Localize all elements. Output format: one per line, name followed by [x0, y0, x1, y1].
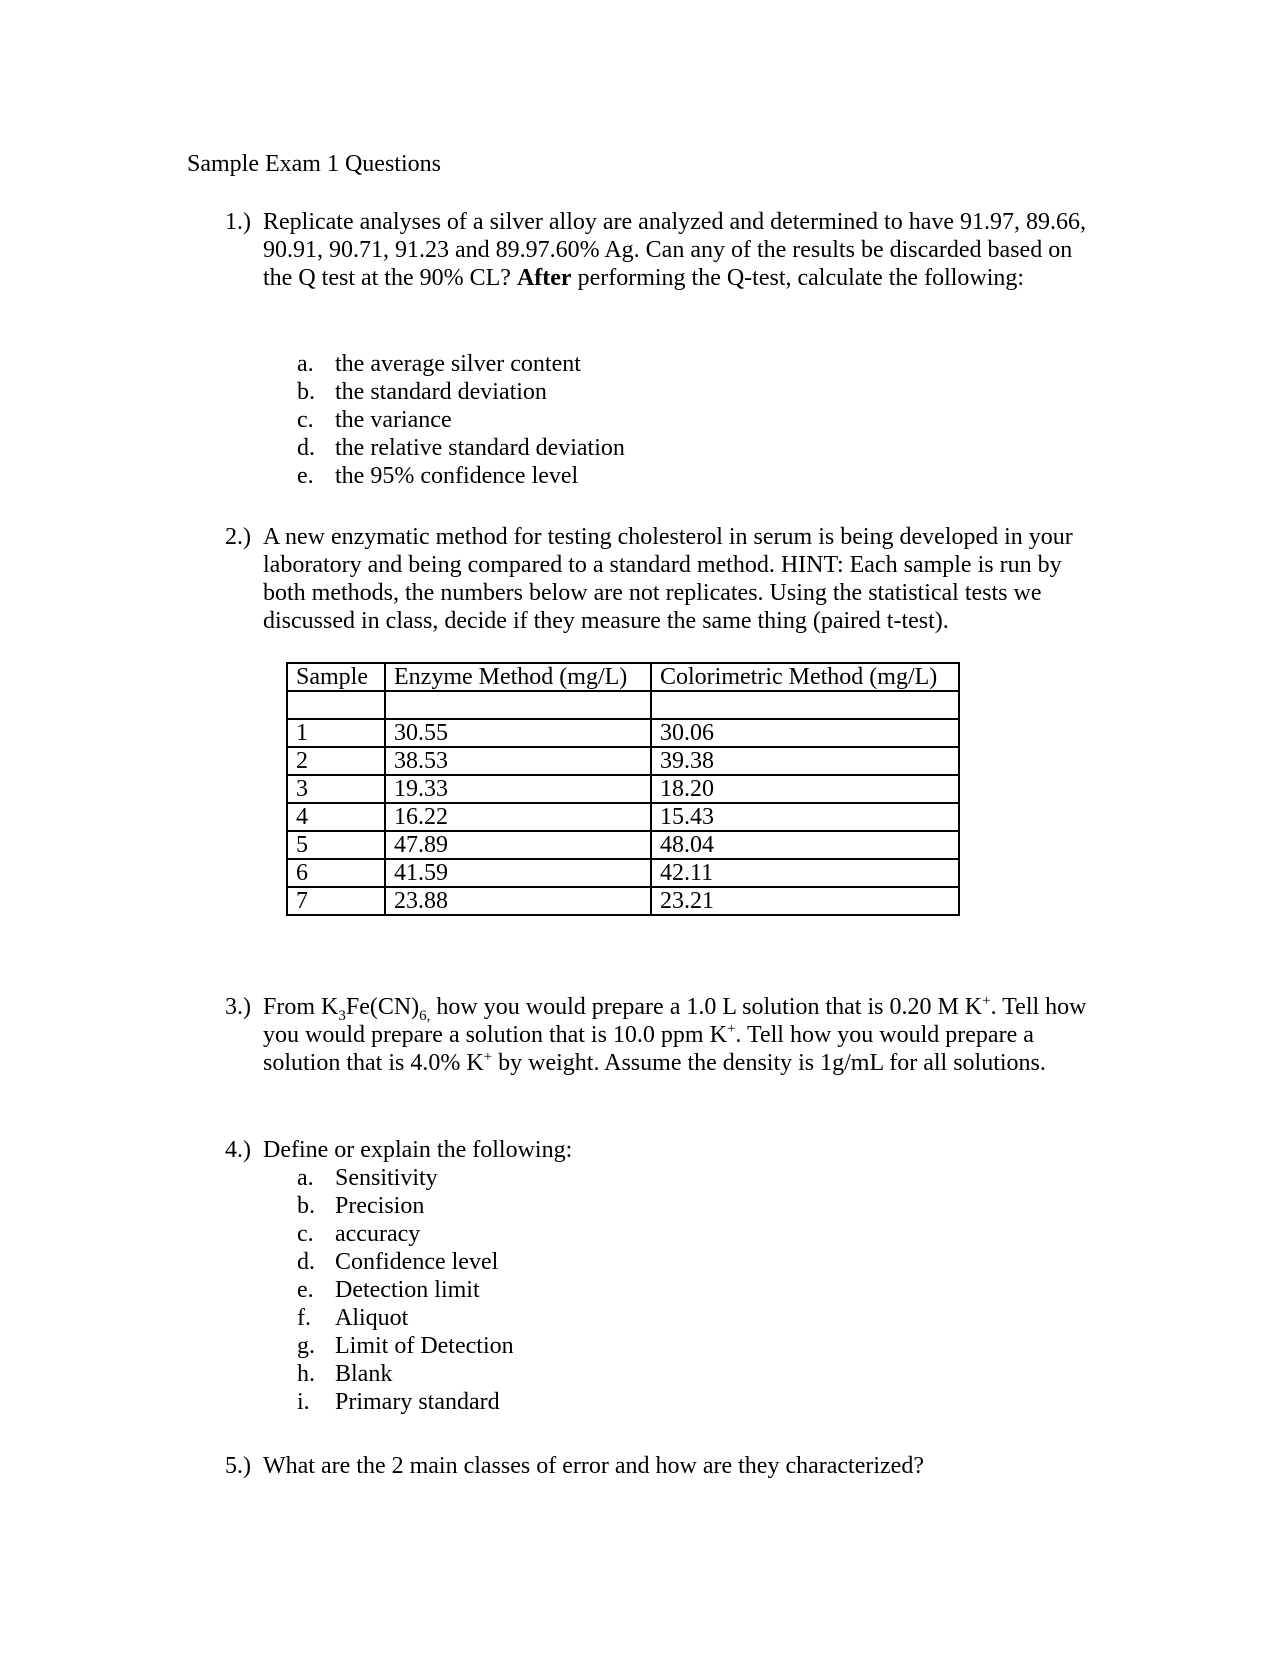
question-4: [225, 1136, 1095, 1164]
question-3: [225, 993, 1095, 1077]
table-cell: 2: [287, 747, 385, 775]
table-cell: 15.43: [651, 803, 959, 831]
question-text: From $K_3Fe(CN)_{6,}$ how you would prepare a 1.0 L solution that is 0.20 M K+. Tell how you would prepare a solution that is 10.0 ppm K+. Tell how you would prepare a solution that is 4.0% K+ by weight. Assume the density is 1g/mL for all solutions.: [263, 993, 1087, 1076]
question-5: [225, 1452, 1095, 1480]
table-cell: 41.59: [385, 859, 651, 887]
table-header: Colorimetric Method (mg/L): [651, 663, 959, 691]
question-text: What are the 2 main classes of error and how are they characterized?: [263, 1453, 924, 1479]
question-number: 1.): [225, 209, 251, 235]
question-number: 5.): [225, 1453, 251, 1479]
table-cell: 1: [287, 719, 385, 747]
table-cell: 6: [287, 859, 385, 887]
table-empty-row: [287, 691, 959, 719]
question-text: Replicate analyses of a silver alloy are analyzed and determined to have 91.97, 89.66, 90.91, 90.71, 91.23 and 89.97.60% Ag. Can any of the results be discarded based on the Q test at the 90% CL? After performing the Q-test, calculate the following:: [263, 209, 1087, 291]
table-row: [287, 887, 959, 915]
question-text: Define or explain the following:: [263, 1137, 573, 1163]
table-cell: 3: [287, 775, 385, 803]
table-row: [287, 775, 959, 803]
question-number: 4.): [225, 1137, 251, 1163]
table-cell: 18.20: [651, 775, 959, 803]
table-row: [287, 859, 959, 887]
table-cell: 30.06: [651, 719, 959, 747]
table-cell: 42.11: [651, 859, 959, 887]
table-cell: 30.55: [385, 719, 651, 747]
table-row: [287, 803, 959, 831]
table-cell: 39.38: [651, 747, 959, 775]
table-cell: 16.22: [385, 803, 651, 831]
question-1: [225, 208, 1095, 292]
table-row: [287, 747, 959, 775]
cholesterol-data-table: [286, 662, 960, 916]
table-cell: [651, 691, 959, 719]
table-cell: 47.89: [385, 831, 651, 859]
table-header-row: [287, 663, 959, 691]
table-cell: [385, 691, 651, 719]
table-cell: 4: [287, 803, 385, 831]
question-number: 2.): [225, 524, 251, 550]
page-title: Sample Exam 1 Questions: [187, 151, 441, 177]
table-header: Sample: [287, 663, 385, 691]
table-cell: [287, 691, 385, 719]
table-cell: 23.21: [651, 887, 959, 915]
table-cell: 7: [287, 887, 385, 915]
question-text: A new enzymatic method for testing cholesterol in serum is being developed in your laboratory and being compared to a standard method. HINT: Each sample is run by both methods, the numbers below are not replicates. Using the statistical tests we discussed in class, decide if they measure the same thing (paired t-test).: [263, 524, 1073, 634]
table-cell: 19.33: [385, 775, 651, 803]
question-number: 3.): [225, 994, 251, 1020]
table-cell: 38.53: [385, 747, 651, 775]
table-cell: 48.04: [651, 831, 959, 859]
question-2: [225, 523, 1095, 635]
bold-emphasis: After: [516, 265, 572, 291]
table-cell: 5: [287, 831, 385, 859]
table-cell: 23.88: [385, 887, 651, 915]
table-header: Enzyme Method (mg/L): [385, 663, 651, 691]
table-row: [287, 719, 959, 747]
table-row: [287, 831, 959, 859]
